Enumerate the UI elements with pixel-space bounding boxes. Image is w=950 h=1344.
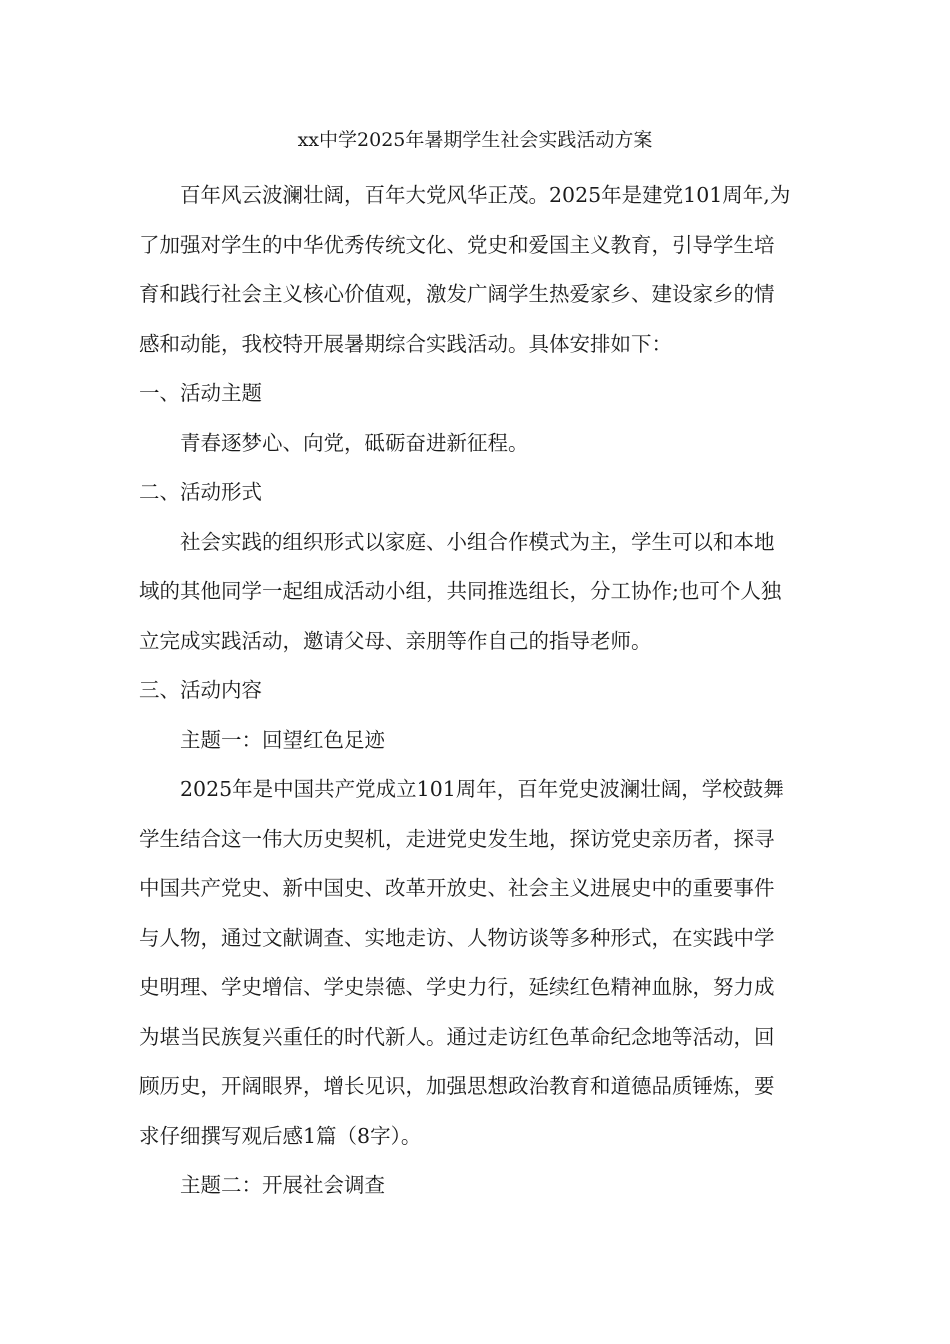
section-line: 立完成实践活动，邀请父母、亲朋等作自己的指导老师。 <box>139 628 652 653</box>
theme-line: 求仔细撰写观后感1篇（8字）。 <box>139 1123 422 1148</box>
document-body <box>139 171 817 1211</box>
theme-line: 学生结合这一伟大历史契机，走进党史发生地，探访党史亲历者，探寻 <box>139 826 775 851</box>
document-title: xx中学2025年暑期学生社会实践活动方案 <box>297 129 653 151</box>
section-heading: 一、活动主题 <box>139 381 262 405</box>
theme-line: 史明理、学史增信、学史崇德、学史力行，延续红色精神血脉，努力成 <box>139 975 775 999</box>
section-heading: 三、活动内容 <box>139 678 262 702</box>
theme-line: 中国共产党史、新中国史、改革开放史、社会主义进展史中的重要事件 <box>139 876 775 900</box>
theme-line: 2025年是中国共产党成立101周年，百年党史波澜壮阔，学校鼓舞 <box>180 777 784 801</box>
section-body: 青春逐梦心、向党，砥砺奋进新征程。 <box>180 430 529 455</box>
theme-title: 主题二：开展社会调查 <box>180 1173 385 1197</box>
section-line: 域的其他同学一起组成活动小组，共同推选组长，分工协作;也可个人独 <box>139 579 782 603</box>
intro-line: 感和动能，我校特开展暑期综合实践活动。具体安排如下： <box>139 331 672 356</box>
theme-line: 顾历史，开阔眼界，增长见识，加强思想政治教育和道德品质锤炼，要 <box>139 1074 775 1098</box>
theme-line: 与人物，通过文献调查、实地走访、人物访谈等多种形式，在实践中学 <box>139 925 775 950</box>
intro-line: 了加强对学生的中华优秀传统文化、党史和爱国主义教育，引导学生培 <box>139 232 775 257</box>
theme-line: 为堪当民族复兴重任的时代新人。通过走访红色革命纪念地等活动，回 <box>139 1024 775 1049</box>
section-heading: 二、活动形式 <box>139 480 262 504</box>
theme-title: 主题一：回望红色足迹 <box>180 727 385 752</box>
section-line: 社会实践的组织形式以家庭、小组合作模式为主，学生可以和本地 <box>180 529 775 554</box>
intro-line: 百年风云波澜壮阔，百年大党风华正茂。2025年是建党101周年,为 <box>180 183 791 207</box>
intro-line: 育和践行社会主义核心价值观，激发广阔学生热爱家乡、建设家乡的情 <box>139 282 775 306</box>
